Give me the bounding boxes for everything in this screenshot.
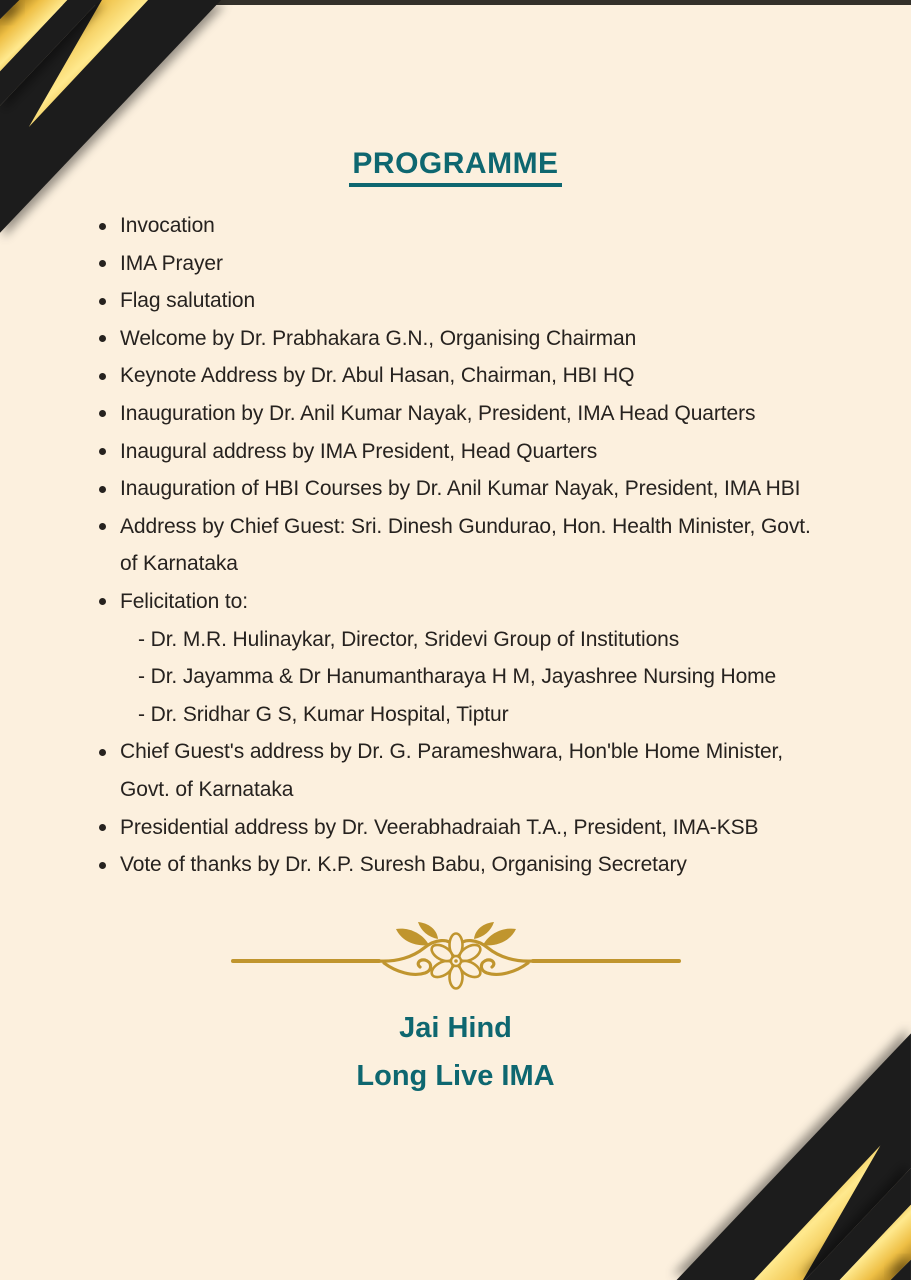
programme-item-text: Chief Guest's address by Dr. G. Parameshwara, Hon'ble Home Minister, Govt. of Karnataka: [120, 740, 783, 801]
programme-item: [97, 733, 811, 808]
programme-item: [97, 357, 811, 395]
programme-item: [97, 809, 811, 847]
programme-sub-item: - Dr. M.R. Hulinaykar, Director, Sridevi Group of Institutions: [138, 627, 680, 651]
programme-item: [97, 508, 811, 583]
closing-block: [0, 1004, 911, 1100]
programme-item: [97, 470, 811, 508]
programme-sub-item: - Dr. Sridhar G S, Kumar Hospital, Tiptur: [138, 702, 509, 726]
programme-item-text: Vote of thanks by Dr. K.P. Suresh Babu, Organising Secretary: [120, 853, 687, 877]
programme-item-text: Address by Chief Guest: Sri. Dinesh Gundurao, Hon. Health Minister, Govt. of Karnataka: [120, 514, 811, 576]
programme-item: [97, 207, 811, 245]
programme-item: [97, 433, 811, 471]
programme-item: [97, 282, 811, 320]
programme-item-text: Felicitation to:: [120, 589, 248, 613]
programme-item-text: Flag salutation: [120, 289, 256, 313]
programme-item-text: Inauguration by Dr. Anil Kumar Nayak, President, IMA Head Quarters: [120, 401, 756, 425]
programme-item-text: IMA Prayer: [120, 251, 223, 275]
programme-item-text: Inauguration of HBI Courses by Dr. Anil Kumar Nayak, President, IMA HBI: [120, 477, 801, 501]
programme-list: [97, 207, 811, 884]
programme-item: [97, 846, 811, 884]
closing-line-long-live-ima: Long Live IMA: [356, 1060, 555, 1092]
page-title: [0, 144, 911, 187]
programme-item: [97, 320, 811, 358]
ornamental-divider: [231, 922, 681, 1000]
programme-item-text: Inaugural address by IMA President, Head Quarters: [120, 439, 598, 463]
programme-item-text: Welcome by Dr. Prabhakara G.N., Organising Chairman: [120, 326, 637, 350]
page-title-text: PROGRAMME: [349, 147, 561, 187]
closing-line-jai-hind: Jai Hind: [399, 1012, 512, 1044]
programme-sub-item: - Dr. Jayamma & Dr Hanumantharaya H M, Jayashree Nursing Home: [138, 665, 777, 689]
programme-item: [97, 395, 811, 433]
programme-item: [97, 583, 811, 733]
programme-item-text: Keynote Address by Dr. Abul Hasan, Chairman, HBI HQ: [120, 364, 635, 388]
programme-item-text: Presidential address by Dr. Veerabhadraiah T.A., President, IMA-KSB: [120, 815, 759, 839]
programme-item: [97, 245, 811, 283]
programme-item-text: Invocation: [120, 214, 215, 237]
